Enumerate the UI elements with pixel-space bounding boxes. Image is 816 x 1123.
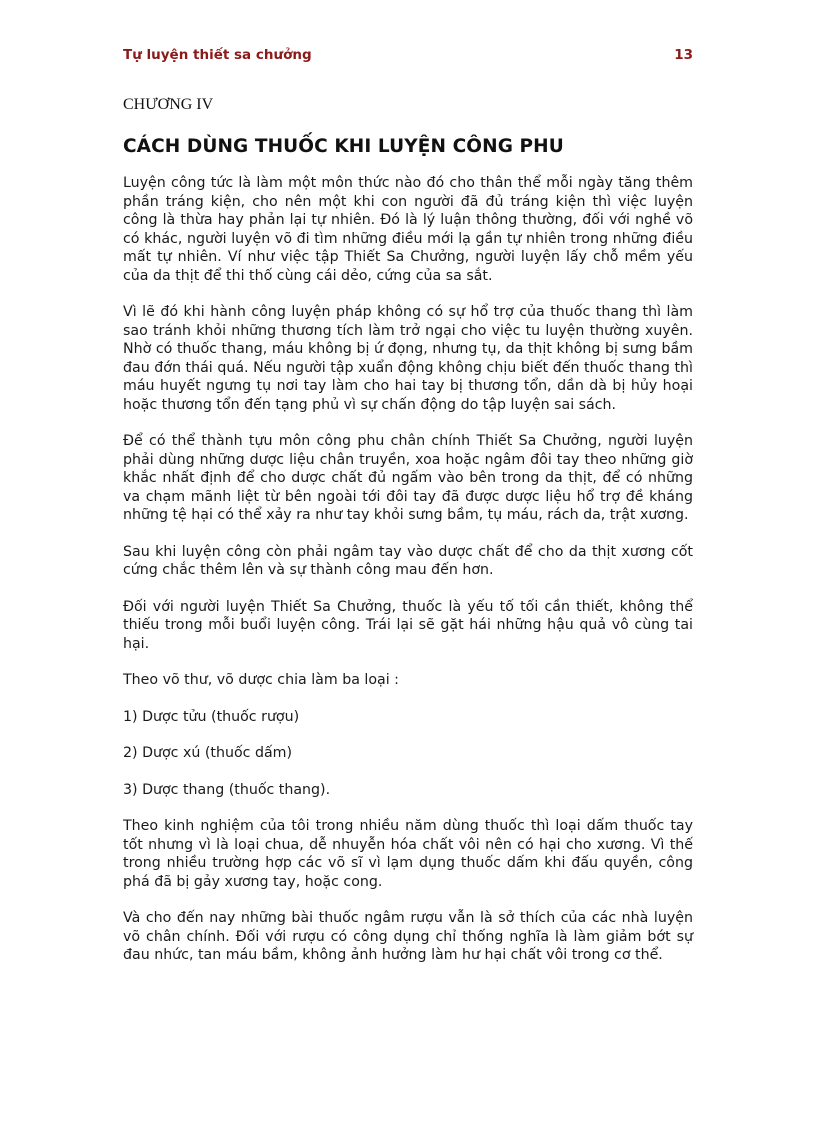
running-header	[123, 47, 693, 67]
paragraph: Và cho đến nay những bài thuốc ngâm rượu vẫn là sở thích của các nhà luyện võ chân chính. Đối với rượu có công dụng chỉ thống nghĩa là làm giảm bớt sự đau nhức, tan máu bầm, không ảnh hưởng làm hư hại chất vôi trong cơ thể.	[123, 910, 693, 963]
list-item: 1) Dược tửu (thuốc rượu)	[123, 708, 300, 725]
paragraph: Sau khi luyện công còn phải ngâm tay vào dược chất để cho da thịt xương cốt cứng chắc thêm lên và sự thành công mau đến hơn.	[123, 543, 693, 578]
paragraph: Vì lẽ đó khi hành công luyện pháp không có sự hổ trợ của thuốc thang thì làm sao tránh khỏi những thương tích làm trở ngại cho việc tu luyện thường xuyên. Nhờ có thuốc thang, máu không bị ứ đọng, nhưng tụ, da thịt không bị sưng bầm đau đớn thái quá. Nếu người tập xuẩn động không chịu biết đến thuốc thang thì máu huyết ngưng tụ nơi tay làm cho hai tay bị thương tổn, dần dà bị hủy hoại hoặc thương tổn đến tạng phủ vì sự chấn động do tập luyện sai sách.	[123, 304, 693, 413]
paragraph: Luyện công tức là làm một môn thức nào đó cho thân thể mỗi ngày tăng thêm phần tráng kiện, cho nên một khi con người đã đủ tráng kiện thì việc luyện công là thừa hay phản lại tự nhiên. Đó là lý luận thông thường, đối với nghề võ có khác, người luyện võ đi tìm những điều mới lạ gần tự nhiên trong những điều mất tự nhiên. Ví như việc tập Thiết Sa Chưởng, người luyện lấy chỗ mềm yếu của da thịt để thi thố cùng cái dẻo, cứng của sa sắt.	[123, 175, 693, 284]
page-number: 13	[674, 47, 693, 63]
paragraph: Đối với người luyện Thiết Sa Chưởng, thuốc là yếu tố tối cần thiết, không thể thiếu trong mỗi buổi luyện công. Trái lại sẽ gặt hái những hậu quả vô cùng tai hại.	[123, 598, 693, 652]
header-title: Tự luyện thiết sa chưởng	[123, 47, 312, 63]
paragraph: Theo kinh nghiệm của tôi trong nhiều năm dùng thuốc thì loại dấm thuốc tay tốt nhưng vì là loại chua, dễ nhuyễn hóa chất vôi nên có hại cho xương. Vì thế trong nhiều trường hợp các võ sĩ vì lạm dụng thuốc dấm khi đấu quyền, công phá đã bị gảy xương tay, hoặc cong.	[123, 818, 693, 890]
list-item: 3) Dược thang (thuốc thang).	[123, 781, 331, 798]
body-text	[123, 174, 693, 983]
chapter-label: CHƯƠNG IV	[123, 96, 214, 113]
paragraph: Để có thể thành tựu môn công phu chân chính Thiết Sa Chưởng, người luyện phải dùng những dược liệu chân truyền, xoa hoặc ngâm đôi tay theo những giờ khắc nhất định để cho dược chất đủ ngấm vào bên trong da thịt, để có những va chạm mãnh liệt từ bên ngoài tới đôi tay đã được dược liệu hổ trợ đề kháng những tệ hại có thể xảy ra như tay khỏi sưng bầm, tụ máu, rách da, trật xương.	[123, 433, 693, 523]
chapter-heading: CÁCH DÙNG THUỐC KHI LUYỆN CÔNG PHU	[123, 136, 564, 157]
paragraph: Theo võ thư, võ dược chia làm ba loại :	[123, 672, 399, 688]
list-item: 2) Dược xú (thuốc dấm)	[123, 745, 293, 761]
